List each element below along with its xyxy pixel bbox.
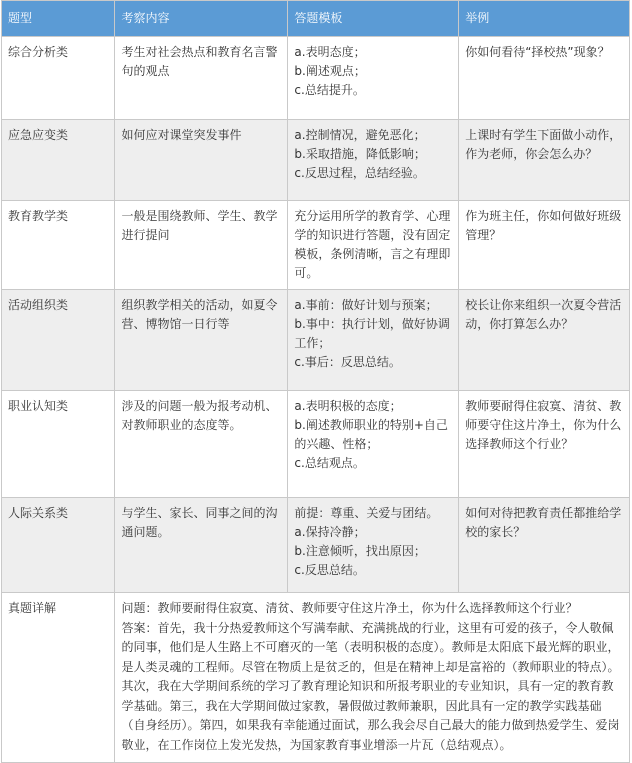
row-type: 人际关系类 — [2, 498, 115, 593]
row-type: 教育教学类 — [2, 201, 115, 290]
row-template — [288, 201, 459, 290]
template-line: a.控制情况，避免恶化； — [294, 128, 426, 142]
table-row — [2, 120, 630, 201]
row-example: 如何对待把教育责任都推给学校的家长？ — [459, 498, 630, 593]
table-row — [2, 498, 630, 593]
row-template — [288, 498, 459, 593]
header-type: 题型 — [2, 1, 115, 37]
row-content: 如何应对课堂突发事件 — [115, 120, 288, 201]
template-line: a.保持冷静； — [294, 525, 366, 539]
table-header-row — [2, 1, 630, 37]
row-content: 组织教学相关的活动，如夏令营、博物馆一日行等 — [115, 290, 288, 391]
row-content: 考生对社会热点和教育名言警句的观点 — [115, 37, 288, 120]
row-type: 职业认知类 — [2, 391, 115, 498]
header-template: 答题模板 — [288, 1, 459, 37]
header-example: 举例 — [459, 1, 630, 37]
row-content: 涉及的问题一般为报考动机、对教师职业的态度等。 — [115, 391, 288, 498]
template-line: a.表明积极的态度； — [294, 399, 402, 413]
interview-question-table — [1, 0, 630, 763]
row-example: 校长让你来组织一次夏令营活动，你打算怎么办？ — [459, 290, 630, 391]
header-content: 考察内容 — [115, 1, 288, 37]
row-content: 一般是围绕教师、学生、教学进行提问 — [115, 201, 288, 290]
row-type: 应急应变类 — [2, 120, 115, 201]
row-type: 活动组织类 — [2, 290, 115, 391]
row-example: 作为班主任，你如何做好班级管理？ — [459, 201, 630, 290]
detail-answer: 答案：首先，我十分热爱教师这个写满奉献、充满挑战的行业，这里有可爱的孩子，令人敬佩的同事，他们是人生路上不可磨灭的一笔（表明积极的态度）。教师是太阳底下最光辉的职业，是人类灵魂的工程师。尽管在物质上是贫乏的，但是在精神上却是富裕的（教师职业的特点）。其次，我在大学期间系统的学习了教育理论知识和所报考职业的专业知识，具有一定的教育教学基础。第三，我在大学期间做过家教，暑假做过教师兼职，因此具有一定的教学实践基础（自身经历）。第四，如果我有幸能通过面试，那么我会尽自己最大的能力做到热爱学生、爱岗敬业，在工作岗位上发光发热，为国家教育事业增添一片瓦（总结观点）。 — [121, 620, 620, 752]
detail-row — [2, 593, 630, 763]
row-template — [288, 37, 459, 120]
row-example: 上课时有学生下面做小动作，作为老师，你会怎么办？ — [459, 120, 630, 201]
template-line: 充分运用所学的教育学、心理学的知识进行答题，没有固定模板，条例清晰，言之有理即可。 — [294, 209, 451, 280]
table-row — [2, 37, 630, 120]
template-line: b.事中：执行计划，做好协调工作； — [294, 317, 450, 350]
template-line: b.阐述观点； — [294, 64, 366, 78]
row-example: 你如何看待“择校热”现象？ — [459, 37, 630, 120]
template-line: b.注意倾听，找出原因； — [294, 544, 426, 558]
detail-question: 问题：教师要耐得住寂寞、清贫、教师要守住这片净土，你为什么选择教师这个行业？ — [121, 601, 578, 615]
template-line: c.总结提升。 — [294, 83, 365, 97]
template-line: 前提：尊重、关爱与团结。 — [294, 506, 439, 520]
row-template — [288, 391, 459, 498]
row-template — [288, 120, 459, 201]
row-example: 教师要耐得住寂寞、清贫、教师要守住这片净土，你为什么选择教师这个行业？ — [459, 391, 630, 498]
template-line: c.事后：反思总结。 — [294, 355, 401, 369]
table-row — [2, 201, 630, 290]
table-row — [2, 391, 630, 498]
template-line: c.反思总结。 — [294, 563, 365, 577]
detail-body — [115, 593, 630, 763]
template-line: a.事前：做好计划与预案； — [294, 298, 438, 312]
template-line: c.总结观点。 — [294, 456, 365, 470]
template-line: b.阐述教师职业的特别+自己的兴趣、性格； — [294, 418, 448, 451]
template-line: a.表明态度； — [294, 45, 366, 59]
row-type: 综合分析类 — [2, 37, 115, 120]
row-content: 与学生、家长、同事之间的沟通问题。 — [115, 498, 288, 593]
row-template — [288, 290, 459, 391]
template-line: b.采取措施，降低影响； — [294, 147, 426, 161]
template-line: c.反思过程，总结经验。 — [294, 166, 425, 180]
detail-type: 真题详解 — [2, 593, 115, 763]
table-row — [2, 290, 630, 391]
